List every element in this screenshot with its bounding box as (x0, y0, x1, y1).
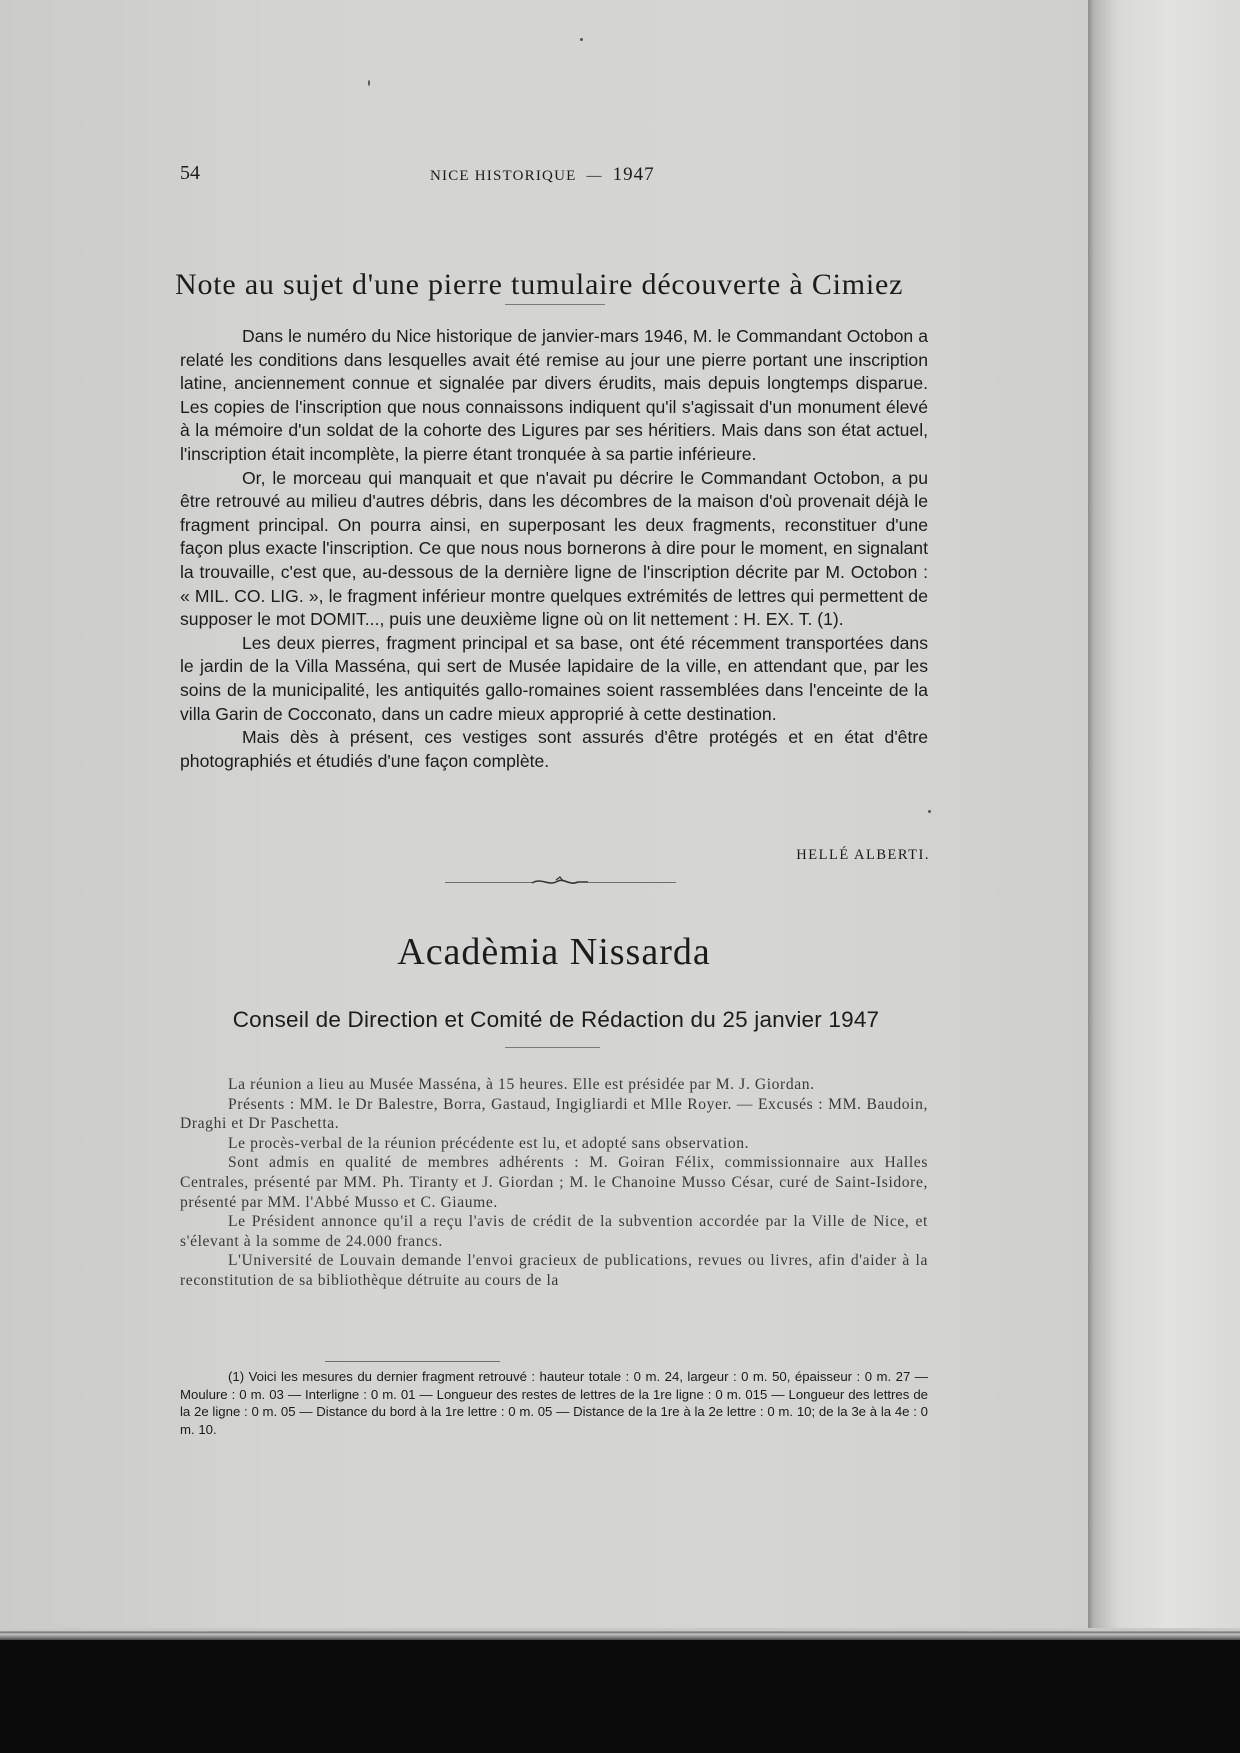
flourish-icon (530, 875, 590, 889)
footnote-text: (1) Voici les mesures du dernier fragment retrouvé : hauteur totale : 0 m. 24, largeur : 0 m. 50, épaisseur : 0 m. 27 — Moulure : 0 m. 03 — Interligne : 0 m. 01 — Longueur des restes de lettres de la 1re ligne : 0 m. 015 — Longueur des lettres de la 2e ligne : 0 m. 05 — Distance du bord à la 1re lettre : 0 m. 05 — Distance de la 1re à la 2e lettre : 0 m. 10; de la 3e à la 4e : 0 m. 10. (180, 1369, 928, 1437)
minutes-paragraph: Sont admis en qualité de membres adhérents : M. Goiran Félix, commissionnaire aux Halles Centrales, présenté par MM. Ph. Tiranty et J. Giordan ; M. le Chanoine Musso César, curé de Saint-Isidore, présenté par MM. l'Abbé Musso et C. Giaume. (180, 1154, 928, 1211)
footnote-rule (325, 1361, 500, 1362)
minutes-paragraph: Présents : MM. le Dr Balestre, Borra, Gastaud, Ingigliardi et Mlle Royer. — Excusés : MM. Baudoin, Draghi et Dr Paschetta. (180, 1095, 928, 1133)
running-title (430, 164, 655, 186)
running-header (180, 162, 920, 186)
section-title: Acadèmia Nissarda (397, 931, 711, 973)
scan-speck (368, 80, 370, 86)
minutes-paragraph: La réunion a lieu au Musée Masséna, à 15 heures. Elle est présidée par M. J. Giordan. (228, 1076, 815, 1093)
journal-name: NICE HISTORIQUE (430, 168, 577, 184)
minutes-paragraph: L'Université de Louvain demande l'envoi gracieux de publications, revues ou livres, afin d'aider à la reconstitution de sa bibliothèque détruite au cours de la (180, 1252, 928, 1289)
section-ornament (440, 875, 680, 889)
article-title: Note au sujet d'une pierre tumulaire découverte à Cimiez (175, 268, 904, 301)
minutes-paragraph: Le procès-verbal de la réunion précédente est lu, et adopté sans observation. (228, 1134, 750, 1152)
header-year: 1947 (612, 164, 655, 185)
page-number: 54 (180, 162, 200, 184)
article-paragraph: Mais dès à présent, ces vestiges sont assurés d'être protégés et en état d'être photographiés et étudiés d'une façon complète. (180, 727, 928, 771)
scan-speck (580, 38, 583, 41)
section-subtitle: Conseil de Direction et Comité de Rédaction du 25 janvier 1947 (232, 1007, 880, 1032)
article-body (180, 325, 928, 773)
page-edge-shadow (1088, 0, 1240, 1640)
article-paragraph: Dans le numéro du Nice historique de janvier-mars 1946, M. le Commandant Octobon a relaté les conditions dans lesquelles avait été remise au jour une pierre portant une inscription latine, anciennement connue et signalée par divers érudits, mais depuis longtemps disparue. Les copies de l'inscription que nous connaissons indiquent qu'il s'agissait d'un monument élevé à la mémoire d'un soldat de la cohorte des Ligures par ses héritiers. Mais dans son état actuel, l'inscription était incomplète, la pierre étant tronquée à sa partie inférieure. (180, 326, 928, 464)
ornament-line-right (588, 882, 676, 883)
minutes-paragraph: Le Président annonce qu'il a reçu l'avis de crédit de la subvention accordée par la Ville de Nice, et s'élevant à la somme de 24.000 francs. (180, 1213, 928, 1250)
header-separator: — (586, 168, 603, 184)
author-signature: HELLÉ ALBERTI. (796, 847, 930, 863)
scan-speck (928, 810, 931, 813)
scanner-bottom-band (0, 1640, 1240, 1753)
article-paragraph: Les deux pierres, fragment principal et sa base, ont été récemment transportées dans le jardin de la Villa Masséna, qui sert de Musée lapidaire de la ville, en attendant que, par les soins de la municipalité, les antiquités gallo-romaines soient rassemblées dans l'enceinte de la villa Garin de Cocconato, dans un cadre mieux approprié à cette destination. (180, 632, 928, 724)
subtitle-rule (505, 1047, 600, 1048)
footnote (180, 1368, 928, 1438)
article-paragraph: Or, le morceau qui manquait et que n'avait pu décrire le Commandant Octobon, a pu être retrouvé au milieu d'autres débris, dans les décombres de la maison d'où provenait déjà le fragment principal. On pourra ainsi, en superposant les deux fragments, reconstituer d'une façon plus exacte l'inscription. Ce que nous nous bornerons à dire pour le moment, en signalant la trouvaille, c'est que, au-dessous de la dernière ligne de l'inscription décrite par M. Octobon : « MIL. CO. LIG. », le fragment inférieur montre quelques extrémités de lettres qui permettent de supposer le mot DOMIT..., puis une deuxième ligne où on lit nettement : H. EX. T. (1). (180, 467, 928, 630)
title-rule (505, 304, 605, 305)
ornament-line-left (445, 882, 533, 883)
minutes-body (180, 1075, 928, 1291)
